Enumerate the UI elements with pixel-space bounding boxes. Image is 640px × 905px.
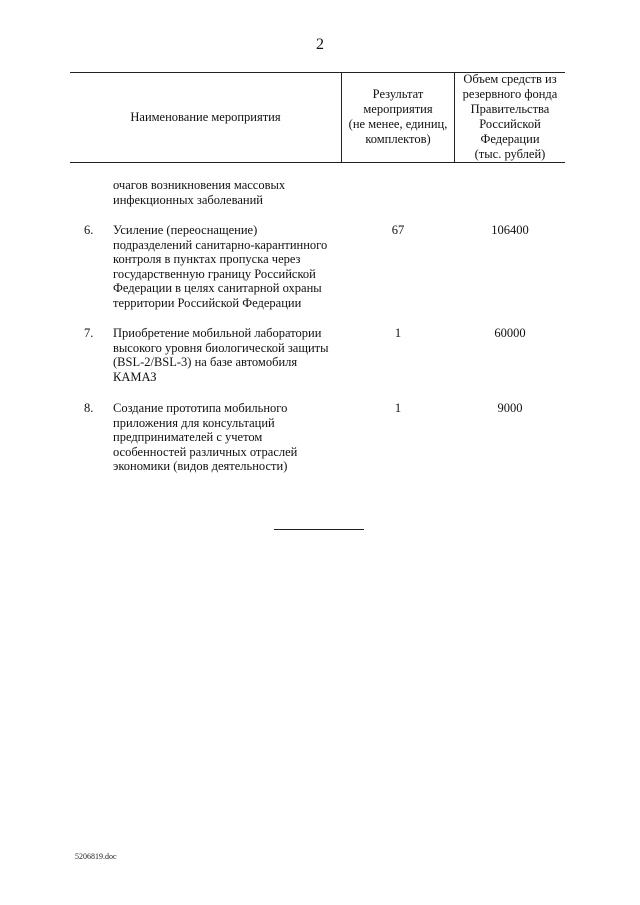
continuation-text: очагов возникновения массовых инфекционных заболеваний — [113, 178, 286, 207]
row-number: 7. — [84, 326, 94, 340]
row-amount: 106400 — [491, 223, 529, 237]
row-number: 6. — [84, 223, 94, 237]
page-number: 2 — [316, 36, 324, 53]
end-of-document-line — [274, 529, 364, 530]
header-bottom-rule — [70, 162, 565, 163]
document-file-code: 5206819.doc — [75, 852, 117, 861]
row-result: 1 — [394, 401, 402, 415]
row-number: 8. — [84, 401, 94, 415]
row-name: Усиление (переоснащение) подразделений санитарно-карантинного контроля в пунктах пропуска через государственную границу Российской Федерации в целях санитарной охраны территории Российской Федерации — [113, 223, 328, 310]
header-result: Результат мероприятия (не менее, единиц, комплектов) — [348, 87, 448, 146]
header-measure-name: Наименование мероприятия — [130, 109, 281, 124]
row-name: Создание прототипа мобильного приложения для консультаций предпринимателей с учетом особенностей различных отраслей экономики (видов деятельности) — [113, 401, 298, 473]
row-result: 1 — [394, 326, 402, 340]
row-result: 67 — [391, 223, 405, 237]
header-funds: Объем средств из резервного фонда Правительства Российской Федерации (тыс. рублей) — [462, 72, 558, 161]
row-amount: 9000 — [497, 401, 523, 415]
row-amount: 60000 — [494, 326, 526, 340]
row-name: Приобретение мобильной лаборатории высокого уровня биологической защиты (BSL-2/BSL-3) на базе автомобиля КАМАЗ — [113, 326, 329, 384]
